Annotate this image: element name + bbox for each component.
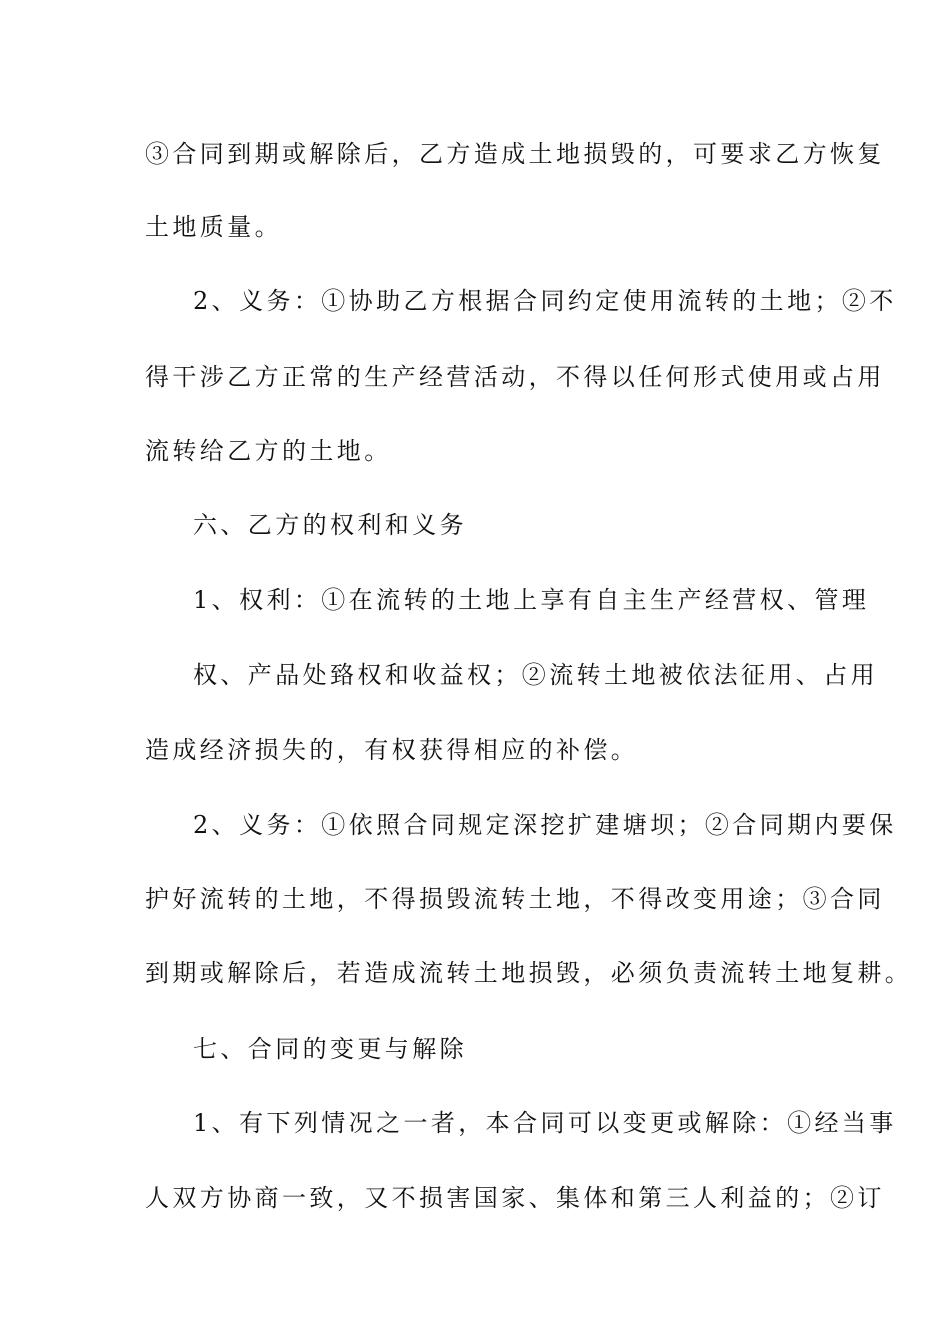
paragraph-line: 1、有下列情况之一者，本合同可以变更或解除：①经当事: [193, 1109, 897, 1137]
paragraph-line: 1、权利：①在流转的土地上享有自主生产经营权、管理: [193, 586, 870, 614]
paragraph-line: 造成经济损失的，有权获得相应的补偿。: [145, 736, 639, 764]
section-heading: 六、乙方的权利和义务: [193, 511, 467, 539]
paragraph-line: 流转给乙方的土地。: [145, 437, 392, 465]
paragraph-line: ③合同到期或解除后，乙方造成土地损毁的，可要求乙方恢复: [145, 140, 885, 168]
section-heading: 七、合同的变更与解除: [193, 1035, 467, 1063]
paragraph-line: 土地质量。: [145, 213, 282, 241]
paragraph-line: 护好流转的土地，不得损毁流转土地，不得改变用途；③合同: [145, 885, 885, 913]
paragraph-line: 到期或解除后，若造成流转土地损毁，必须负责流转土地复耕。: [145, 959, 913, 987]
paragraph-line: 得干涉乙方正常的生产经营活动，不得以任何形式使用或占用: [145, 363, 885, 391]
paragraph-line: 2、义务：①依照合同规定深挖扩建塘坝；②合同期内要保: [193, 811, 897, 839]
paragraph-line: 2、义务：①协助乙方根据合同约定使用流转的土地；②不: [193, 287, 897, 315]
paragraph-line: 权、产品处臵权和收益权；②流转土地被依法征用、占用: [193, 661, 878, 689]
paragraph-line: 人双方协商一致，又不损害国家、集体和第三人利益的；②订: [145, 1184, 885, 1212]
